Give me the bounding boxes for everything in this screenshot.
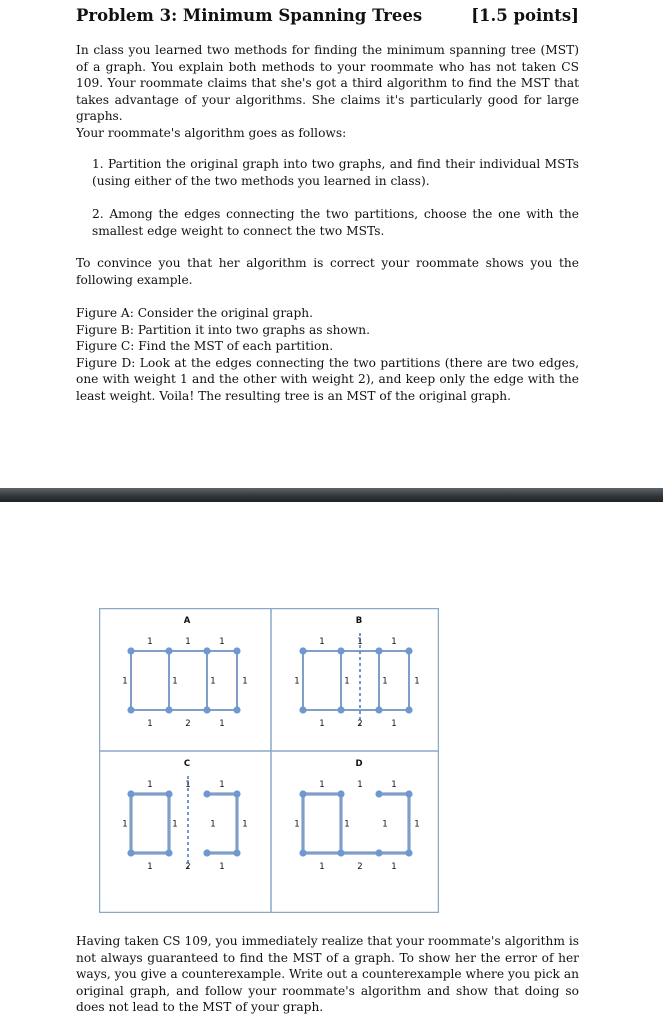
- panel-a-top-weight-0: 1: [147, 637, 153, 647]
- panel-d-top-weight-0: 1: [319, 780, 325, 790]
- panel-a-bottom-weight-1: 2: [185, 719, 191, 729]
- panel-a-node-0-2: [203, 647, 210, 654]
- figure-d-caption: Figure D: Look at the edges connecting the two partitions (there are two edges, one with weight 1 and the other with weight 2), and keep only the edge with the least weight. Voila! The resulting tree is an MST of the original graph.: [76, 355, 579, 403]
- panel-a-node-1-0: [127, 706, 134, 713]
- panel-c-mid-weight-0: 1: [172, 819, 178, 830]
- page-divider: [0, 488, 663, 502]
- panel-d-label: D: [355, 759, 363, 769]
- panel-d-top-weight-2: 1: [391, 780, 397, 790]
- problem-header: [76, 6, 579, 30]
- panel-b-bottom-weight-2: 1: [391, 719, 397, 729]
- panel-b-node-0-3: [405, 647, 412, 654]
- page-top: [0, 0, 663, 488]
- panel-c-node-0-0: [127, 790, 134, 797]
- mst-figure-svg: [99, 608, 439, 913]
- panel-d-bottom-weight-1: 2: [357, 862, 363, 872]
- panel-a-right-weight: 1: [242, 676, 248, 687]
- panel-a-mid-weight-1: 1: [210, 676, 216, 687]
- panel-d-top-weight-1: 1: [357, 780, 363, 790]
- step-2: 2. Among the edges connecting the two partitions, choose the one with the smallest edge weight to connect the two MSTs.: [92, 207, 579, 238]
- panel-c-node-0-1: [165, 790, 172, 797]
- panel-d-bottom-weight-2: 1: [391, 862, 397, 872]
- panel-c-right-weight: 1: [242, 819, 248, 830]
- panel-b-node-1-2: [375, 706, 382, 713]
- panel-c-bottom-weight-1: 2: [185, 862, 191, 872]
- panel-b-top-weight-1: 1: [357, 637, 363, 647]
- panel-c-node-1-2: [203, 849, 210, 856]
- panel-b-right-weight: 1: [414, 676, 420, 687]
- panel-c-top-weight-1: 1: [185, 780, 191, 790]
- panel-a-node-0-0: [127, 647, 134, 654]
- panel-d-node-0-0: [299, 790, 306, 797]
- panel-a-top-weight-1: 1: [185, 637, 191, 647]
- panel-c-top-weight-0: 1: [147, 780, 153, 790]
- panel-a-node-1-2: [203, 706, 210, 713]
- panel-b-label: B: [355, 616, 363, 626]
- panel-b-bottom-weight-0: 1: [319, 719, 325, 729]
- panel-d-node-0-3: [405, 790, 412, 797]
- figure-b-caption: Figure B: Partition it into two graphs as shown.: [76, 322, 370, 337]
- panel-c-node-1-0: [127, 849, 134, 856]
- problem-title: Problem 3: Minimum Spanning Trees: [76, 6, 423, 25]
- panel-c-top-weight-2: 1: [219, 780, 225, 790]
- convince-paragraph: To convince you that her algorithm is correct your roommate shows you the following example.: [76, 256, 579, 287]
- panel-c-node-0-3: [233, 790, 240, 797]
- panel-c-node-1-3: [233, 849, 240, 856]
- panel-d-node-1-2: [375, 849, 382, 856]
- panel-d-node-1-3: [405, 849, 412, 856]
- problem-points: [1.5 points]: [471, 6, 579, 25]
- panel-d-mid-weight-0: 1: [344, 819, 350, 830]
- panel-b-node-0-0: [299, 647, 306, 654]
- panel-d-node-0-1: [337, 790, 344, 797]
- panel-b-top-weight-2: 1: [391, 637, 397, 647]
- panel-c-node-0-2: [203, 790, 210, 797]
- panel-a-bottom-weight-0: 1: [147, 719, 153, 729]
- panel-b-mid-weight-1: 1: [382, 676, 388, 687]
- panel-c-mid-weight-1: 1: [210, 819, 216, 830]
- panel-a-node-0-1: [165, 647, 172, 654]
- mst-figure: [99, 608, 439, 913]
- panel-c-bottom-weight-0: 1: [147, 862, 153, 872]
- step-1: 1. Partition the original graph into two graphs, and find their individual MSTs (using either of the two methods you learned in class).: [92, 157, 579, 188]
- panel-d-node-1-1: [337, 849, 344, 856]
- panel-a-top-weight-2: 1: [219, 637, 225, 647]
- panel-b-node-1-0: [299, 706, 306, 713]
- panel-b-node-0-2: [375, 647, 382, 654]
- intro-paragraph: In class you learned two methods for finding the minimum spanning tree (MST) of a graph. You explain both methods to your roommate who has not taken CS 109. Your roommate claims that she's got a third algorithm to find the MST that takes advantage of your algorithms. She claims it's particularly good for large graphs.: [76, 43, 579, 124]
- panel-b-left-weight: 1: [294, 676, 300, 687]
- panel-a-label: A: [183, 616, 191, 626]
- figure-c-caption: Figure C: Find the MST of each partition.: [76, 339, 334, 354]
- panel-b-mid-weight-0: 1: [344, 676, 350, 687]
- panel-d-mid-weight-1: 1: [382, 819, 388, 830]
- panel-c-node-1-1: [165, 849, 172, 856]
- panel-d-right-weight: 1: [414, 819, 420, 830]
- panel-c-label: C: [183, 759, 191, 769]
- closing-paragraph: Having taken CS 109, you immediately realize that your roommate's algorithm is not always guaranteed to find the MST of a graph. To show her the error of her ways, you give a counterexample. Write out a counterexample where you pick an original graph, and follow your roommate's algorithm and show that doing so does not lead to the MST of your graph.: [76, 934, 579, 1015]
- panel-a-bottom-weight-2: 1: [219, 719, 225, 729]
- figure-descriptions: [76, 305, 579, 405]
- panel-a-node-0-3: [233, 647, 240, 654]
- panel-b-bottom-weight-1: 2: [357, 719, 363, 729]
- panel-a-node-1-3: [233, 706, 240, 713]
- panel-a-node-1-1: [165, 706, 172, 713]
- panel-a-left-weight: 1: [122, 676, 128, 687]
- panel-c-left-weight: 1: [122, 819, 128, 830]
- panel-b-node-1-3: [405, 706, 412, 713]
- panel-c-bottom-weight-2: 1: [219, 862, 225, 872]
- panel-b-node-0-1: [337, 647, 344, 654]
- algorithm-intro: Your roommate's algorithm goes as follows:: [76, 126, 347, 140]
- panel-d-left-weight: 1: [294, 819, 300, 830]
- panel-d-bottom-weight-0: 1: [319, 862, 325, 872]
- figure-a-caption: Figure A: Consider the original graph.: [76, 306, 313, 320]
- panel-b-node-1-1: [337, 706, 344, 713]
- panel-d-node-1-0: [299, 849, 306, 856]
- panel-d-node-0-2: [375, 790, 382, 797]
- panel-a-mid-weight-0: 1: [172, 676, 178, 687]
- panel-b-top-weight-0: 1: [319, 637, 325, 647]
